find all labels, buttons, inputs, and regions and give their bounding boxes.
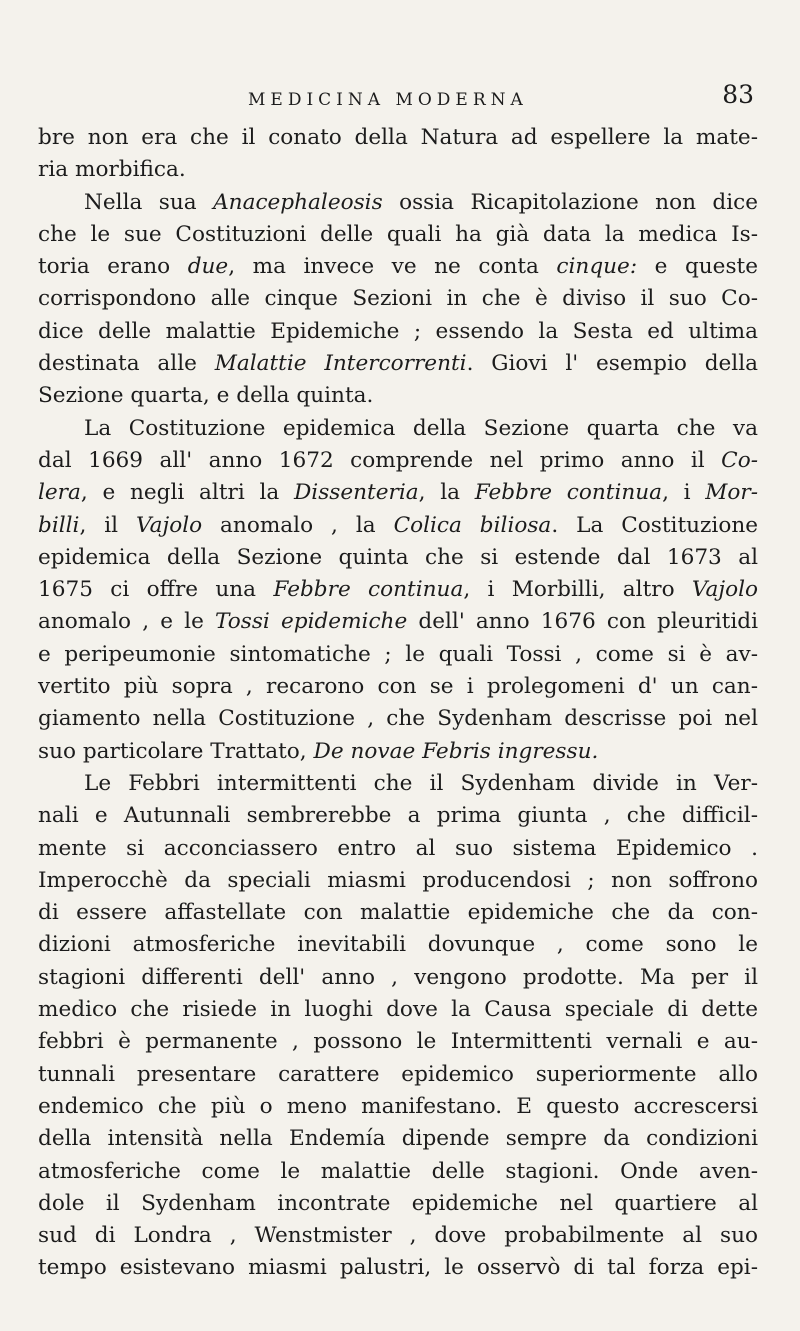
text-segment: mente si acconciassero entro al suo sistema Epidemico . (38, 835, 758, 861)
text-line (38, 445, 758, 477)
text-segment: corrispondono alle cinque Sezioni in che è diviso il suo Co- (38, 286, 758, 312)
italic-text: Colica biliosa (393, 512, 552, 538)
text-segment: dal 1669 all' anno 1672 comprende nel primo anno il (38, 447, 722, 473)
text-line (38, 897, 758, 929)
text-segment: bre non era che il conato della Natura ad espellere la mate- (38, 125, 758, 150)
text-segment: anomalo , e le (38, 609, 216, 635)
text-segment: di essere affastellate con malattie epidemiche che da con- (38, 900, 758, 926)
italic-text: Febbre continua (474, 480, 663, 506)
text-segment: Le Febbri intermittenti che il Sydenham divide in Ver- (84, 770, 758, 796)
text-line (38, 413, 758, 445)
text-line (38, 994, 758, 1026)
italic-text: Febbre continua (273, 577, 464, 603)
text-line (38, 348, 758, 380)
text-segment: anomalo , la (202, 512, 394, 538)
text-segment: tempo esistevano miasmi palustri, le osservò di tal forza epi- (38, 1255, 758, 1281)
text-segment: . Giovi l' esempio della (466, 351, 758, 377)
text-line (38, 929, 758, 961)
text-segment: , la (418, 480, 475, 506)
italic-text: billi (38, 512, 80, 538)
text-segment: Sezione quarta, e della quinta. (38, 383, 374, 409)
text-segment: che le sue Costituzioni delle quali ha già data la medica Is- (38, 221, 758, 247)
text-line (38, 1156, 758, 1188)
text-segment: medico che risiede in luoghi dove la Causa speciale di dette (38, 997, 758, 1023)
text-segment: , il (79, 512, 137, 538)
italic-text: Mor- (705, 480, 759, 506)
page-header (38, 78, 758, 122)
text-segment: , ma invece ve ne conta (228, 254, 557, 280)
text-segment: , i (662, 480, 706, 506)
page-number: 83 (722, 80, 754, 109)
text-segment: La Costituzione epidemica della Sezione quarta che va (84, 415, 758, 441)
italic-text: cinque: (556, 254, 638, 280)
text-segment: e peripeumonie sintomatiche ; le quali Tossi , come si è av- (38, 641, 758, 667)
text-line (38, 154, 758, 186)
text-line (38, 1026, 758, 1058)
text-line (38, 316, 758, 348)
text-line (38, 1220, 758, 1252)
italic-text: Vajolo (136, 512, 203, 538)
text-line (38, 833, 758, 865)
text-segment: dizioni atmosferiche inevitabili dovunque , come sono le (38, 932, 758, 958)
text-segment: Imperocchè da speciali miasmi producendosi ; non soffrono (38, 867, 758, 893)
text-line (38, 574, 758, 606)
italic-text: Anacephaleosis (213, 189, 383, 215)
italic-text: Tossi epidemiche (215, 609, 408, 635)
text-segment: 1675 ci offre una (38, 577, 274, 603)
text-segment: febbri è permanente , possono le Intermittenti vernali e au- (38, 1029, 758, 1055)
text-line (38, 962, 758, 994)
text-line (38, 477, 758, 509)
text-segment: ossia Ricapitolazione non dice (382, 189, 758, 215)
italic-text: Dissenteria (293, 480, 419, 506)
text-line (38, 736, 758, 768)
text-segment: toria erano (38, 254, 188, 280)
text-line (38, 122, 758, 154)
text-segment: dice delle malattie Epidemiche ; essendo la Sesta ed ultima (38, 318, 758, 344)
text-segment: epidemica della Sezione quinta che si estende dal 1673 al (38, 544, 758, 570)
text-segment: sud di Londra , Wenstmister , dove probabilmente al suo (38, 1223, 758, 1249)
text-line (38, 187, 758, 219)
text-line (38, 671, 758, 703)
text-segment: dole il Sydenham incontrate epidemiche nel quartiere al (38, 1190, 758, 1216)
italic-text: Vajolo (691, 577, 759, 603)
text-line (38, 283, 758, 315)
text-segment: atmosferiche come le malattie delle stagioni. Onde aven- (38, 1158, 758, 1184)
text-segment: suo particolare Trattato, (38, 738, 314, 764)
book-page (38, 78, 758, 1285)
italic-text: Co- (721, 447, 758, 473)
running-head: MEDICINA MODERNA (248, 90, 528, 110)
text-segment: Nella sua (84, 189, 214, 215)
text-line (38, 251, 758, 283)
text-line (38, 800, 758, 832)
text-segment: . La Costituzione (551, 512, 759, 538)
text-segment: vertito più sopra , recarono con se i prolegomeni d' un can- (38, 674, 758, 700)
text-line (38, 1252, 758, 1284)
text-segment: tunnali presentare carattere epidemico superiormente allo (38, 1061, 758, 1087)
text-line (38, 542, 758, 574)
text-line (38, 1188, 758, 1220)
text-segment: endemico che più o meno manifestano. E questo accrescersi (38, 1093, 758, 1119)
text-line (38, 606, 758, 638)
text-line (38, 510, 758, 542)
text-segment: ria morbifica. (38, 157, 186, 183)
text-segment: stagioni differenti dell' anno , vengono prodotte. Ma per il (38, 964, 758, 990)
text-line (38, 865, 758, 897)
text-segment: della intensità nella Endemía dipende sempre da condizioni (38, 1126, 758, 1152)
text-segment: , e negli altri la (80, 480, 294, 506)
text-line (38, 1059, 758, 1091)
text-segment: , i Morbilli, altro (463, 577, 692, 603)
text-segment: dell' anno 1676 con pleuritidi (407, 609, 758, 635)
body-text (38, 122, 758, 1285)
text-segment: giamento nella Costituzione , che Sydenham descrisse poi nel (38, 706, 758, 732)
text-segment: e queste (637, 254, 758, 280)
text-line (38, 768, 758, 800)
italic-text: Malattie Intercorrenti (214, 351, 467, 377)
text-segment: destinata alle (38, 351, 215, 377)
text-line (38, 380, 758, 412)
italic-text: De novae Febris ingressu. (313, 738, 599, 764)
text-line (38, 1123, 758, 1155)
text-line (38, 1091, 758, 1123)
text-segment: nali e Autunnali sembrerebbe a prima giunta , che difficil- (38, 803, 758, 829)
text-line (38, 703, 758, 735)
text-line (38, 639, 758, 671)
italic-text: lera (38, 480, 81, 506)
text-line (38, 219, 758, 251)
italic-text: due (187, 254, 229, 280)
